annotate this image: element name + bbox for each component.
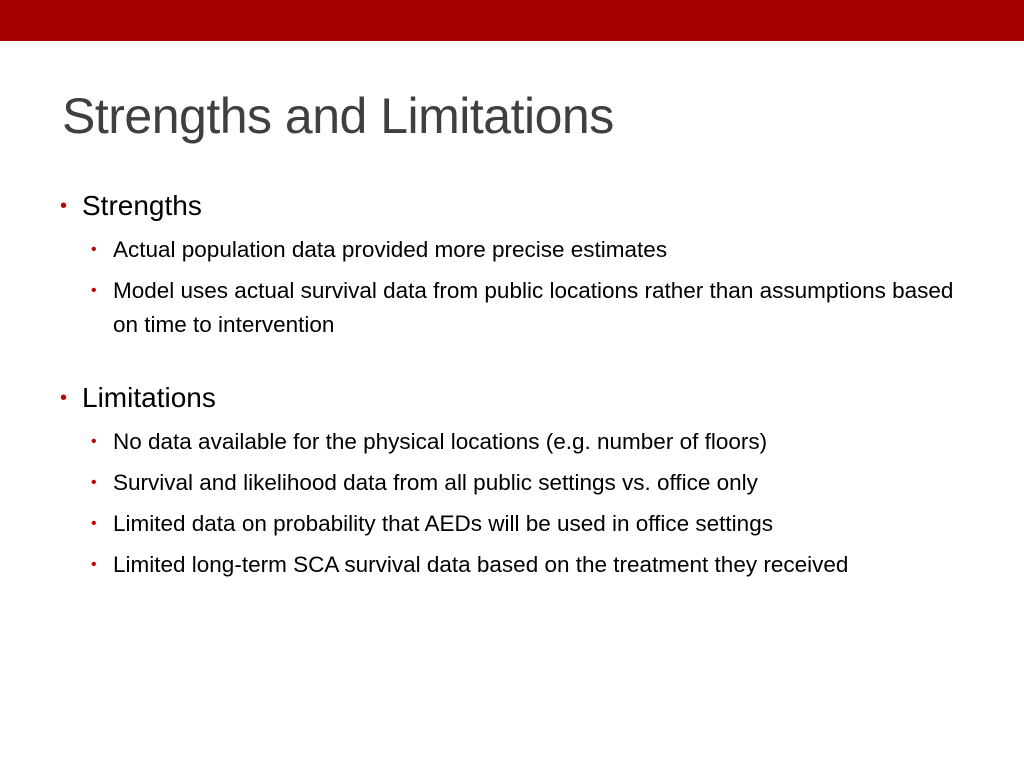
bullet-text: Limited data on probability that AEDs will be used in office settings [113,511,773,536]
bullet-level2 [91,425,980,459]
slide-title: Strengths and Limitations [62,88,614,144]
bullet-text: Actual population data provided more precise estimates [113,237,668,262]
bullet-text: Limited long-term SCA survival data based on the treatment they received [113,552,849,577]
section-heading: Limitations [82,382,216,413]
bullet-level2 [91,466,980,500]
bullet-text: Survival and likelihood data from all public settings vs. office only [113,470,758,495]
bullet-dot-icon: • [91,515,97,532]
bullet-level1 [60,378,980,418]
bullet-dot-icon: • [91,282,97,299]
bullet-level2 [91,507,980,541]
bullet-dot-icon: • [91,474,97,491]
bullet-dot-icon: • [91,556,97,573]
bullet-text: Model uses actual survival data from public locations rather than assumptions based on time to intervention [113,278,954,337]
section-limitations [60,378,980,582]
bullet-level2 [91,548,980,582]
slide-body [60,186,980,582]
bullet-dot-icon: • [91,433,97,450]
bullet-level2 [91,274,980,342]
bullet-dot-icon: • [91,241,97,258]
bullet-dot-icon: • [60,387,68,409]
bullet-text: No data available for the physical locations (e.g. number of floors) [113,429,768,454]
bullet-dot-icon: • [60,195,68,217]
bullet-level1 [60,186,980,226]
section-strengths [60,186,980,342]
bullet-level2 [91,233,980,267]
header-accent-bar [0,0,1024,41]
section-heading: Strengths [82,190,202,221]
sub-bullet-list [91,233,980,342]
sub-bullet-list [91,425,980,582]
